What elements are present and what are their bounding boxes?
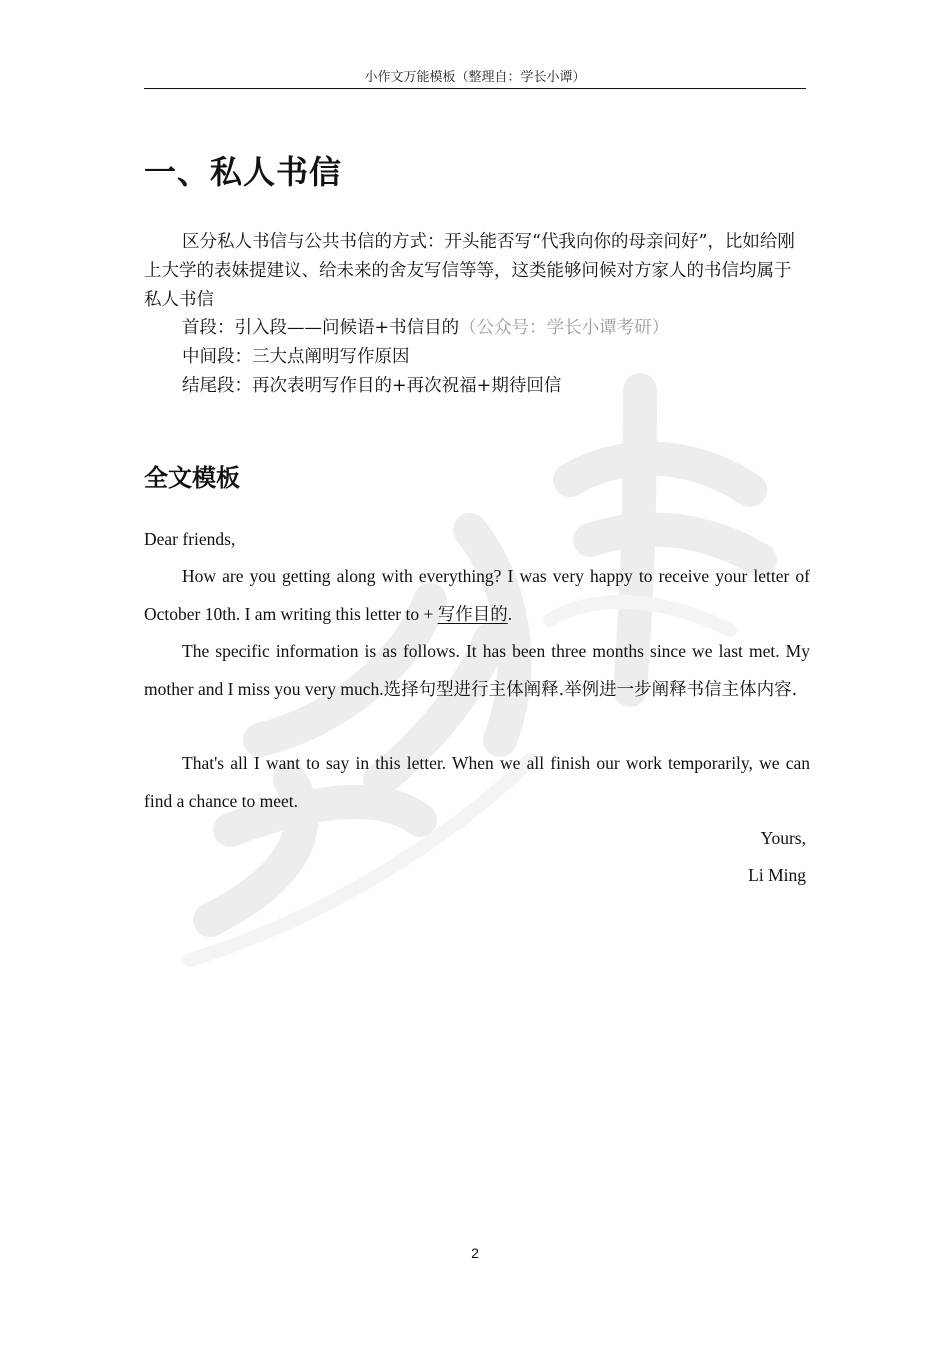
purpose-placeholder: 写作目的 bbox=[437, 604, 508, 625]
intro-paragraph: 区分私人书信与公共书信的方式：开头能否写“代我向你的母亲问好”，比如给刚上大学的表妹提建议、给未来的舍友写信等等，这类能够问候对方家人的书信均属于私人书信 bbox=[144, 232, 795, 310]
running-header: 小作文万能模板（整理自：学长小谭） bbox=[364, 70, 586, 85]
opening-text: How are you getting along with everything? I was very happy to receive your letter of October 10th. I am writing this letter to + bbox=[144, 566, 810, 624]
letter-closing: Yours, bbox=[760, 828, 806, 848]
letter-salutation: Dear friends, bbox=[144, 529, 236, 549]
promo-text: （公众号：学长小谭考研） bbox=[459, 318, 670, 338]
structure-item-first-paragraph bbox=[182, 314, 669, 343]
letter-signature: Li Ming bbox=[748, 865, 806, 885]
page-number: 2 bbox=[471, 1245, 479, 1261]
section-title: 一、私人书信 bbox=[144, 153, 343, 191]
letter-body-paragraph bbox=[144, 633, 810, 709]
structure-item-text: 首段：引入段——问候语+书信目的 bbox=[182, 318, 460, 338]
header-rule bbox=[144, 88, 806, 89]
template-heading: 全文模板 bbox=[144, 463, 240, 492]
letter-opening-paragraph bbox=[144, 558, 810, 634]
structure-item-middle-paragraph: 中间段：三大点阐明写作原因 bbox=[182, 347, 410, 367]
body-text: The specific information is as follows. It has been three months since we last met. My mother and I miss you very much. bbox=[144, 641, 810, 699]
body-instruction: 选择句型进行主体阐释.举例进一步阐释书信主体内容. bbox=[383, 679, 798, 700]
letter-closing-paragraph: That's all I want to say in this letter. When we all finish our work temporarily, we can find a chance to meet. bbox=[144, 753, 810, 811]
opening-end: . bbox=[507, 603, 513, 624]
structure-item-last-paragraph: 结尾段：再次表明写作目的+再次祝福+期待回信 bbox=[182, 376, 562, 396]
